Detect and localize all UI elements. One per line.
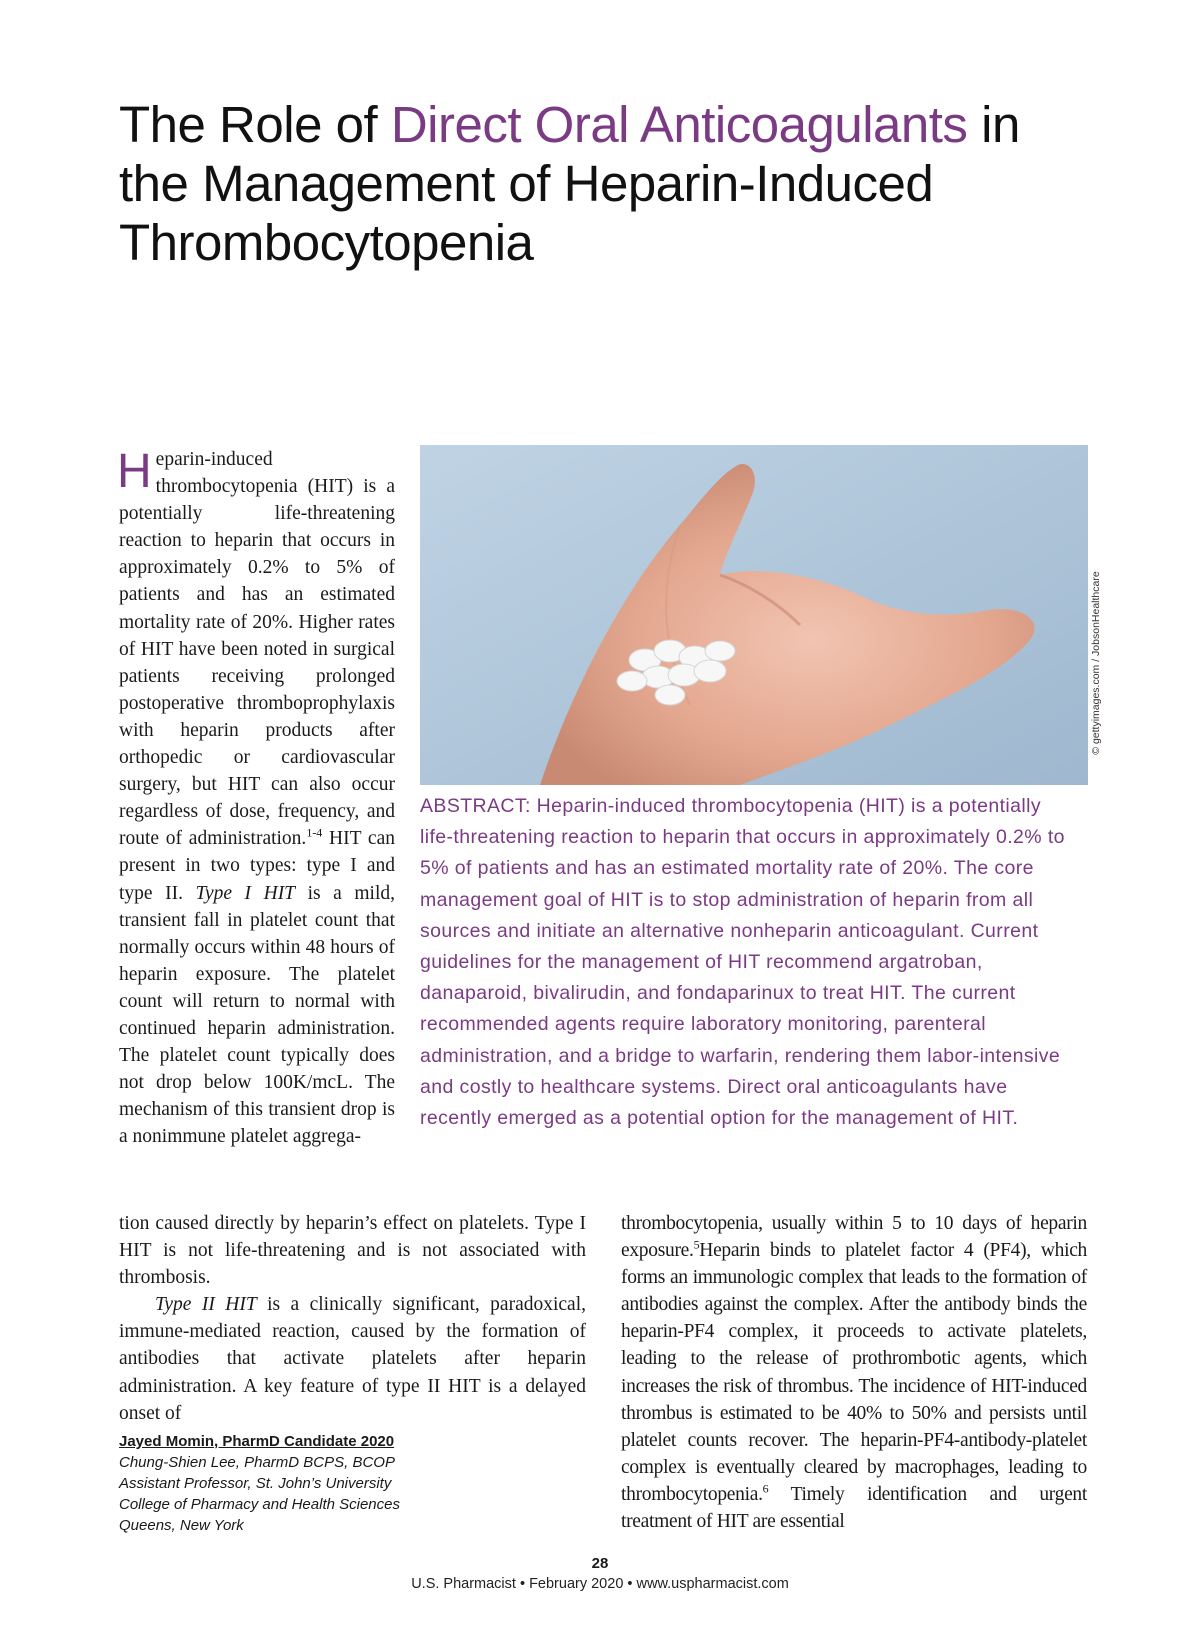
- title-part-2: in the Management of Heparin-Induced Thrombocytopenia: [119, 96, 1020, 271]
- photo-credit: [1089, 540, 1103, 785]
- author-line: Chung-Shien Lee, PharmD BCPS, BCOP: [119, 1454, 395, 1471]
- author-line: Queens, New York: [119, 1517, 244, 1534]
- page-number: 28: [591, 1555, 609, 1572]
- body-paragraph-1: tion caused directly by heparin’s effect on platelets. Type I HIT is not life-threatening and is not associated with thrombosis.: [119, 1213, 586, 1289]
- body-paragraph-2: [119, 1291, 586, 1426]
- body-column-left: [119, 1210, 586, 1427]
- publication-footer: U.S. Pharmacist • February 2020 • www.uspharmacist.com: [411, 1576, 789, 1592]
- author-line: College of Pharmacy and Health Sciences: [119, 1496, 400, 1513]
- type-2-term: Type II HIT: [155, 1294, 257, 1316]
- intro-reference: 1-4: [306, 825, 323, 840]
- reference-5: 5: [693, 1237, 700, 1252]
- title-accent: Direct Oral Anticoagulants: [390, 96, 968, 153]
- author-block: [119, 1431, 539, 1536]
- title-part-1: The Role of: [119, 96, 391, 153]
- body-right-text-2: Heparin binds to platelet factor 4 (PF4), which forms an immunologic complex that leads to the formation of antibodies against the complex. After the antibody binds the heparin-PF4 complex, it proceeds to activate platelets, leading to the release of prothrombotic agents, which increases the risk of thrombus. The incidence of HIT-induced thrombus is estimated to be 40% to 50% and persists until platelet counts recover. The heparin-PF4-antibody-platelet complex is eventually cleared by macrophages, leading to thrombocytopenia.: [621, 1240, 1087, 1505]
- body-paragraph-2-text: is a clinically significant, paradoxical, immune-mediated reaction, caused by the formation of antibodies that activate platelets after heparin administration. A key feature of type II HIT is a delayed onset of: [119, 1294, 586, 1424]
- body-column-right: [621, 1210, 1087, 1535]
- hand-with-pills-photo: [420, 445, 1088, 785]
- body-right-text-1: thrombocytopenia, usually within 5 to 10 days of heparin exposure.: [621, 1213, 1087, 1262]
- hand-pills-illustration: [420, 445, 1088, 785]
- reference-6: 6: [762, 1481, 769, 1496]
- photo-credit-text: © gettyimages.com / JobsonHealthcare: [1090, 570, 1102, 755]
- body-right-text-3: Timely identification and urgent treatment of HIT are essential: [621, 1483, 1087, 1533]
- drop-cap: H: [117, 445, 152, 498]
- intro-text-3: is a mild, transient fall in platelet count that normally occurs within 48 hours of heparin exposure. The platelet count will return to normal with continued heparin administration. The platelet count typically does not drop below 100K/mcL. The mechanism of this transient drop is a nonimmune platelet aggrega-: [119, 882, 395, 1148]
- intro-text-2: HIT can present in two types: type I and type II.: [119, 828, 395, 904]
- author-line: Assistant Professor, St. John’s University: [119, 1475, 392, 1492]
- type-1-term: Type I HIT: [195, 882, 296, 904]
- intro-text: eparin-induced thrombocytopenia (HIT) is a potentially life-threatening reaction to heparin that occurs in approximately 0.2% to 5% of patients and has an estimated mortality rate of 20%. Higher rates of HIT have been noted in surgical patients receiving prolonged postoperative thromboprophylaxis with heparin products after orthopedic or cardiovascular surgery, but HIT can also occur regardless of dose, frequency, and route of administration.: [119, 449, 395, 850]
- author-name: Jayed Momin, PharmD Candidate 2020: [119, 1433, 395, 1450]
- intro-column: [119, 446, 395, 1150]
- abstract: ABSTRACT: Heparin-induced thrombocytopenia (HIT) is a potentially life-threatening reaction to heparin that occurs in approximately 0.2% to 5% of patients and has an estimated mortality rate of 20%. The core management goal of HIT is to stop administration of heparin from all sources and initiate an alternative nonheparin anticoagulant. Current guidelines for the management of HIT recommend argatroban, danaparoid, bivalirudin, and fondaparinux to treat HIT. The current recommended agents require laboratory monitoring, parenteral administration, and a bridge to warfarin, rendering them labor-intensive and costly to healthcare systems. Direct oral anticoagulants have recently emerged as a potential option for the management of HIT.: [420, 795, 1065, 1130]
- article-title: [119, 95, 1099, 272]
